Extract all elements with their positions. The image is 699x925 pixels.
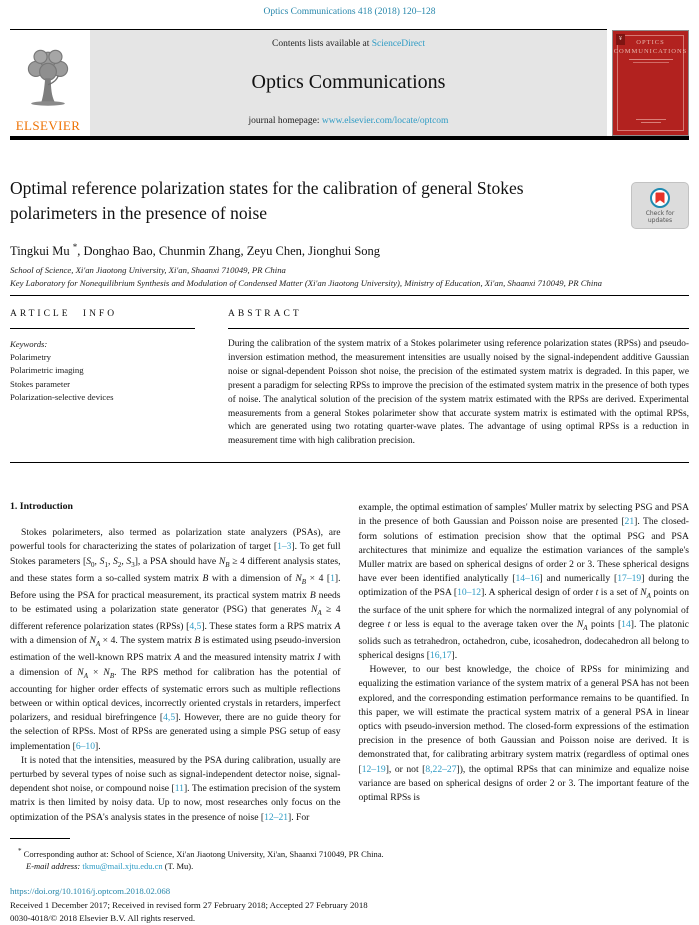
citation-link[interactable]: 10–12 [457, 587, 482, 599]
citation-link[interactable]: 4,5 [189, 621, 202, 633]
sciencedirect-link[interactable]: ScienceDirect [371, 39, 425, 49]
email-note: E-mail address: tkmu@mail.xjtu.edu.cn (T. Mu). [26, 861, 194, 872]
abstract-text: During the calibration of the system matrix of a Stokes polarimeter using reference polarization states (RPSs) and pseudo-inversion estimation method, the measurement intensities are usually noised by the signal-independent additive Gaussian noise or signal-dependent Poisson shot noise, the precision of the estimated system matrix is degraded. In this paper, we present a paradigm for selecting RPSs to improve the precision of the estimated system matrix in the presence of both types of noise. The analytical solution of the precision of the system matrix estimated with the RPSs are derived. Experimental measurements from a general Stokes polarimeter show that accurate system matrix is estimated with the optimal RPSs, which are generated using two rotating quarter-wave plates. The advantage of using optimal RPSs is a reduction in measurement time with high calibration precision. [228, 338, 689, 447]
abstract-column [228, 309, 689, 449]
article-info-column [10, 309, 195, 449]
elsevier-wordmark: ELSEVIER [15, 118, 81, 133]
elsevier-tree-icon [20, 47, 76, 117]
citation-link[interactable]: tkmu@mail.xjtu.edu.cn [82, 861, 163, 872]
paragraph: It is noted that the intensities, measured by the PSA during calibration, usually are perturbed by several types of noise such as signal-independent detector noise, signal-dependent shot noise, or compound noise [11]. The estimation precision of the system matrix is then limited by noisy data. Up to now, most researches only focus on the optimization of the PSA's analysis states in the presence of noise [12–21]. For [10, 754, 341, 823]
body-left-column [10, 501, 341, 825]
journal-title: Optics Communications [251, 71, 446, 93]
cover-footer-lines [613, 117, 688, 123]
keyword: Polarimetry [10, 352, 52, 363]
contents-prefix: Contents lists available at [271, 39, 372, 49]
contents-line [272, 39, 425, 49]
citation-link[interactable]: 12–21 [264, 811, 289, 823]
citation-link[interactable]: 14–16 [515, 573, 540, 585]
journal-banner [10, 30, 689, 136]
check-updates-label: Check for updates [645, 209, 675, 224]
footnotes [10, 845, 689, 873]
journal-masthead [90, 30, 607, 136]
author-list: Tingkui Mu *, Donghao Bao, Chunmin Zhang, Zeyu Chen, Jionghui Song [10, 242, 381, 259]
divider-rule [10, 295, 689, 296]
citation-link[interactable]: 14 [621, 618, 631, 630]
keyword: Polarization-selective devices [10, 391, 114, 402]
article-title: Optimal reference polarization states for the calibration of general Stokes polarimeters in the presence of noise [10, 178, 524, 223]
affiliation-line: Key Laboratory for Nonequilibrium Synthesis and Modulation of Condensed Matter (Xi'an Jiaotong University), Ministry of Education, Xi'an, Shaanxi 710049, PR China [10, 277, 603, 288]
affiliations [10, 264, 689, 289]
abstract-heading: ABSTRACT [228, 309, 689, 329]
citation-link[interactable]: 1–3 [277, 541, 292, 553]
journal-citation-header[interactable]: Optics Communications 418 (2018) 120–128 [263, 7, 436, 17]
received-dates: Received 1 December 2017; Received in revised form 27 February 2018; Accepted 27 February 2018 [10, 899, 368, 910]
homepage-prefix: journal homepage: [248, 116, 322, 126]
crossmark-icon [650, 188, 670, 208]
paragraph: Stokes polarimeters, also termed as polarization state analyzers (PSAs), are powerful tools for characterizing the states of polarization of target [1–3]. To get full Stokes parameters [$S_0$, $S_1$, $S_2$, $S_3$], a PSA should have $N_B \ge 4$ different analysis states, and these states form a so-called system matrix B with a dimension of $N_B \times 4$ [1]. Before using the PSA for practical measurement, its practical system matrix B needs to be estimated using a polarization state generator (PSG) that generates $N_A \ge 4$ different reference polarization states (RPSs) [4,5]. These states form a RPS matrix A with a dimension of $N_A \times 4$. The system matrix B is estimated using pseudo-inversion estimation of the well-known RPS matrix A and the measured intensity matrix I with a dimension of $N_A \times N_B$. The RPS method for calibration has the potential of accounting for higher order effects of systematic errors such as multiple reflections between or within optical devices, incorrectly oriented crystals in retarders, imperfect polarizers, and residual birefringence [4,5]. However, there are no guide theory for the selection of RPSs. Most of RPSs are generated using a simple PSG setup of easy implementation [6–10]. [10, 527, 341, 752]
abstract-bottom-rule [10, 462, 689, 463]
keywords-label: Keywords: [10, 338, 48, 349]
doi-link[interactable]: https://doi.org/10.1016/j.optcom.2018.02.068 [10, 885, 171, 896]
corresponding-author-note: * Corresponding author at: School of Science, Xi'an Jiaotong University, Xi'an, Shaanxi 710049, PR China. [18, 846, 384, 859]
issn-copyright: 0030-4018/© 2018 Elsevier B.V. All rights reserved. [10, 913, 196, 924]
paragraph: example, the optimal estimation of samples' Muller matrix by selecting PSG and PSA in the presence of both Gaussian and Poisson noise are presented [21]. The closed-form solutions of estimation precision show that the optimal PSG and PSA architectures that minimize and equalize the estimation variances of the sample's Muller matrix are based on spherical designs of order 2 or 3. These spherical designs have ever been identified analytically [14–16] and numerically [17–19] during the optimization of the PSA [10–12]. A spherical design of order t is a set of $N_A$ points on the surface of the unit sphere for which the normalized integral of any polynomial of degree t or less is equal to the average taken over the $N_A$ points [14]. The platonic solids such as tetrahedron, octahedron, cube, icosahedron, dodecahedron all belong to spherical designs [16,17]. [358, 502, 689, 662]
check-for-updates-badge[interactable] [631, 182, 689, 229]
body-right-column [359, 501, 690, 825]
citation-link[interactable]: 17–19 [617, 573, 642, 585]
journal-homepage-link[interactable]: www.elsevier.com/locate/optcom [321, 116, 449, 126]
keyword: Stokes parameter [10, 378, 71, 389]
homepage-line [249, 116, 449, 126]
citation-link[interactable]: 4,5 [163, 712, 176, 724]
keyword: Polarimetric imaging [10, 365, 84, 376]
citation-link[interactable]: 6–10 [75, 740, 95, 752]
citation-link[interactable]: 8,22–27 [425, 763, 457, 775]
article-info-heading: ARTICLE INFO [10, 309, 195, 329]
header-thick-rule [10, 136, 689, 140]
citation-link[interactable]: 11 [174, 783, 184, 795]
citation-link[interactable]: 12–19 [361, 763, 386, 775]
paragraph: However, to our best knowledge, the choice of RPSs for minimizing and equalizing the estimation variance of the system matrix of a general PSA has not been explored, and the corresponding estimation performance remains to be quantified. In this paper, we will estimate the practical system matrix of a general PSA in linear optics with pseudo-inversion method. The closed-form expressions of the estimation precision in the presence of both Gaussian and Poisson noise are derived. It is demonstrated that, for calibrating arbitrary system matrix (regardless of optimal ones [12–19], or not [8,22–27]), the optimal RPSs that can minimize and equalize noise variance are based on spherical designs of order 2 or 3. The important feature of the optimal RPSs is [358, 664, 689, 804]
cover-publisher-mark-icon: ¥ [616, 34, 625, 45]
journal-cover-thumbnail[interactable] [612, 30, 689, 136]
elsevier-logo[interactable] [10, 30, 90, 136]
affiliation-line: School of Science, Xi'an Jiaotong University, Xi'an, Shaanxi 710049, PR China [10, 265, 286, 276]
citation-link[interactable]: 16,17 [429, 650, 452, 662]
cover-title: OPTICS COMMUNICATIONS [613, 39, 688, 55]
citation-link[interactable]: 21 [624, 516, 635, 528]
citation-link[interactable]: 1 [330, 572, 335, 584]
section-heading-introduction: 1. Introduction [10, 501, 73, 513]
footnote-separator [10, 838, 70, 839]
